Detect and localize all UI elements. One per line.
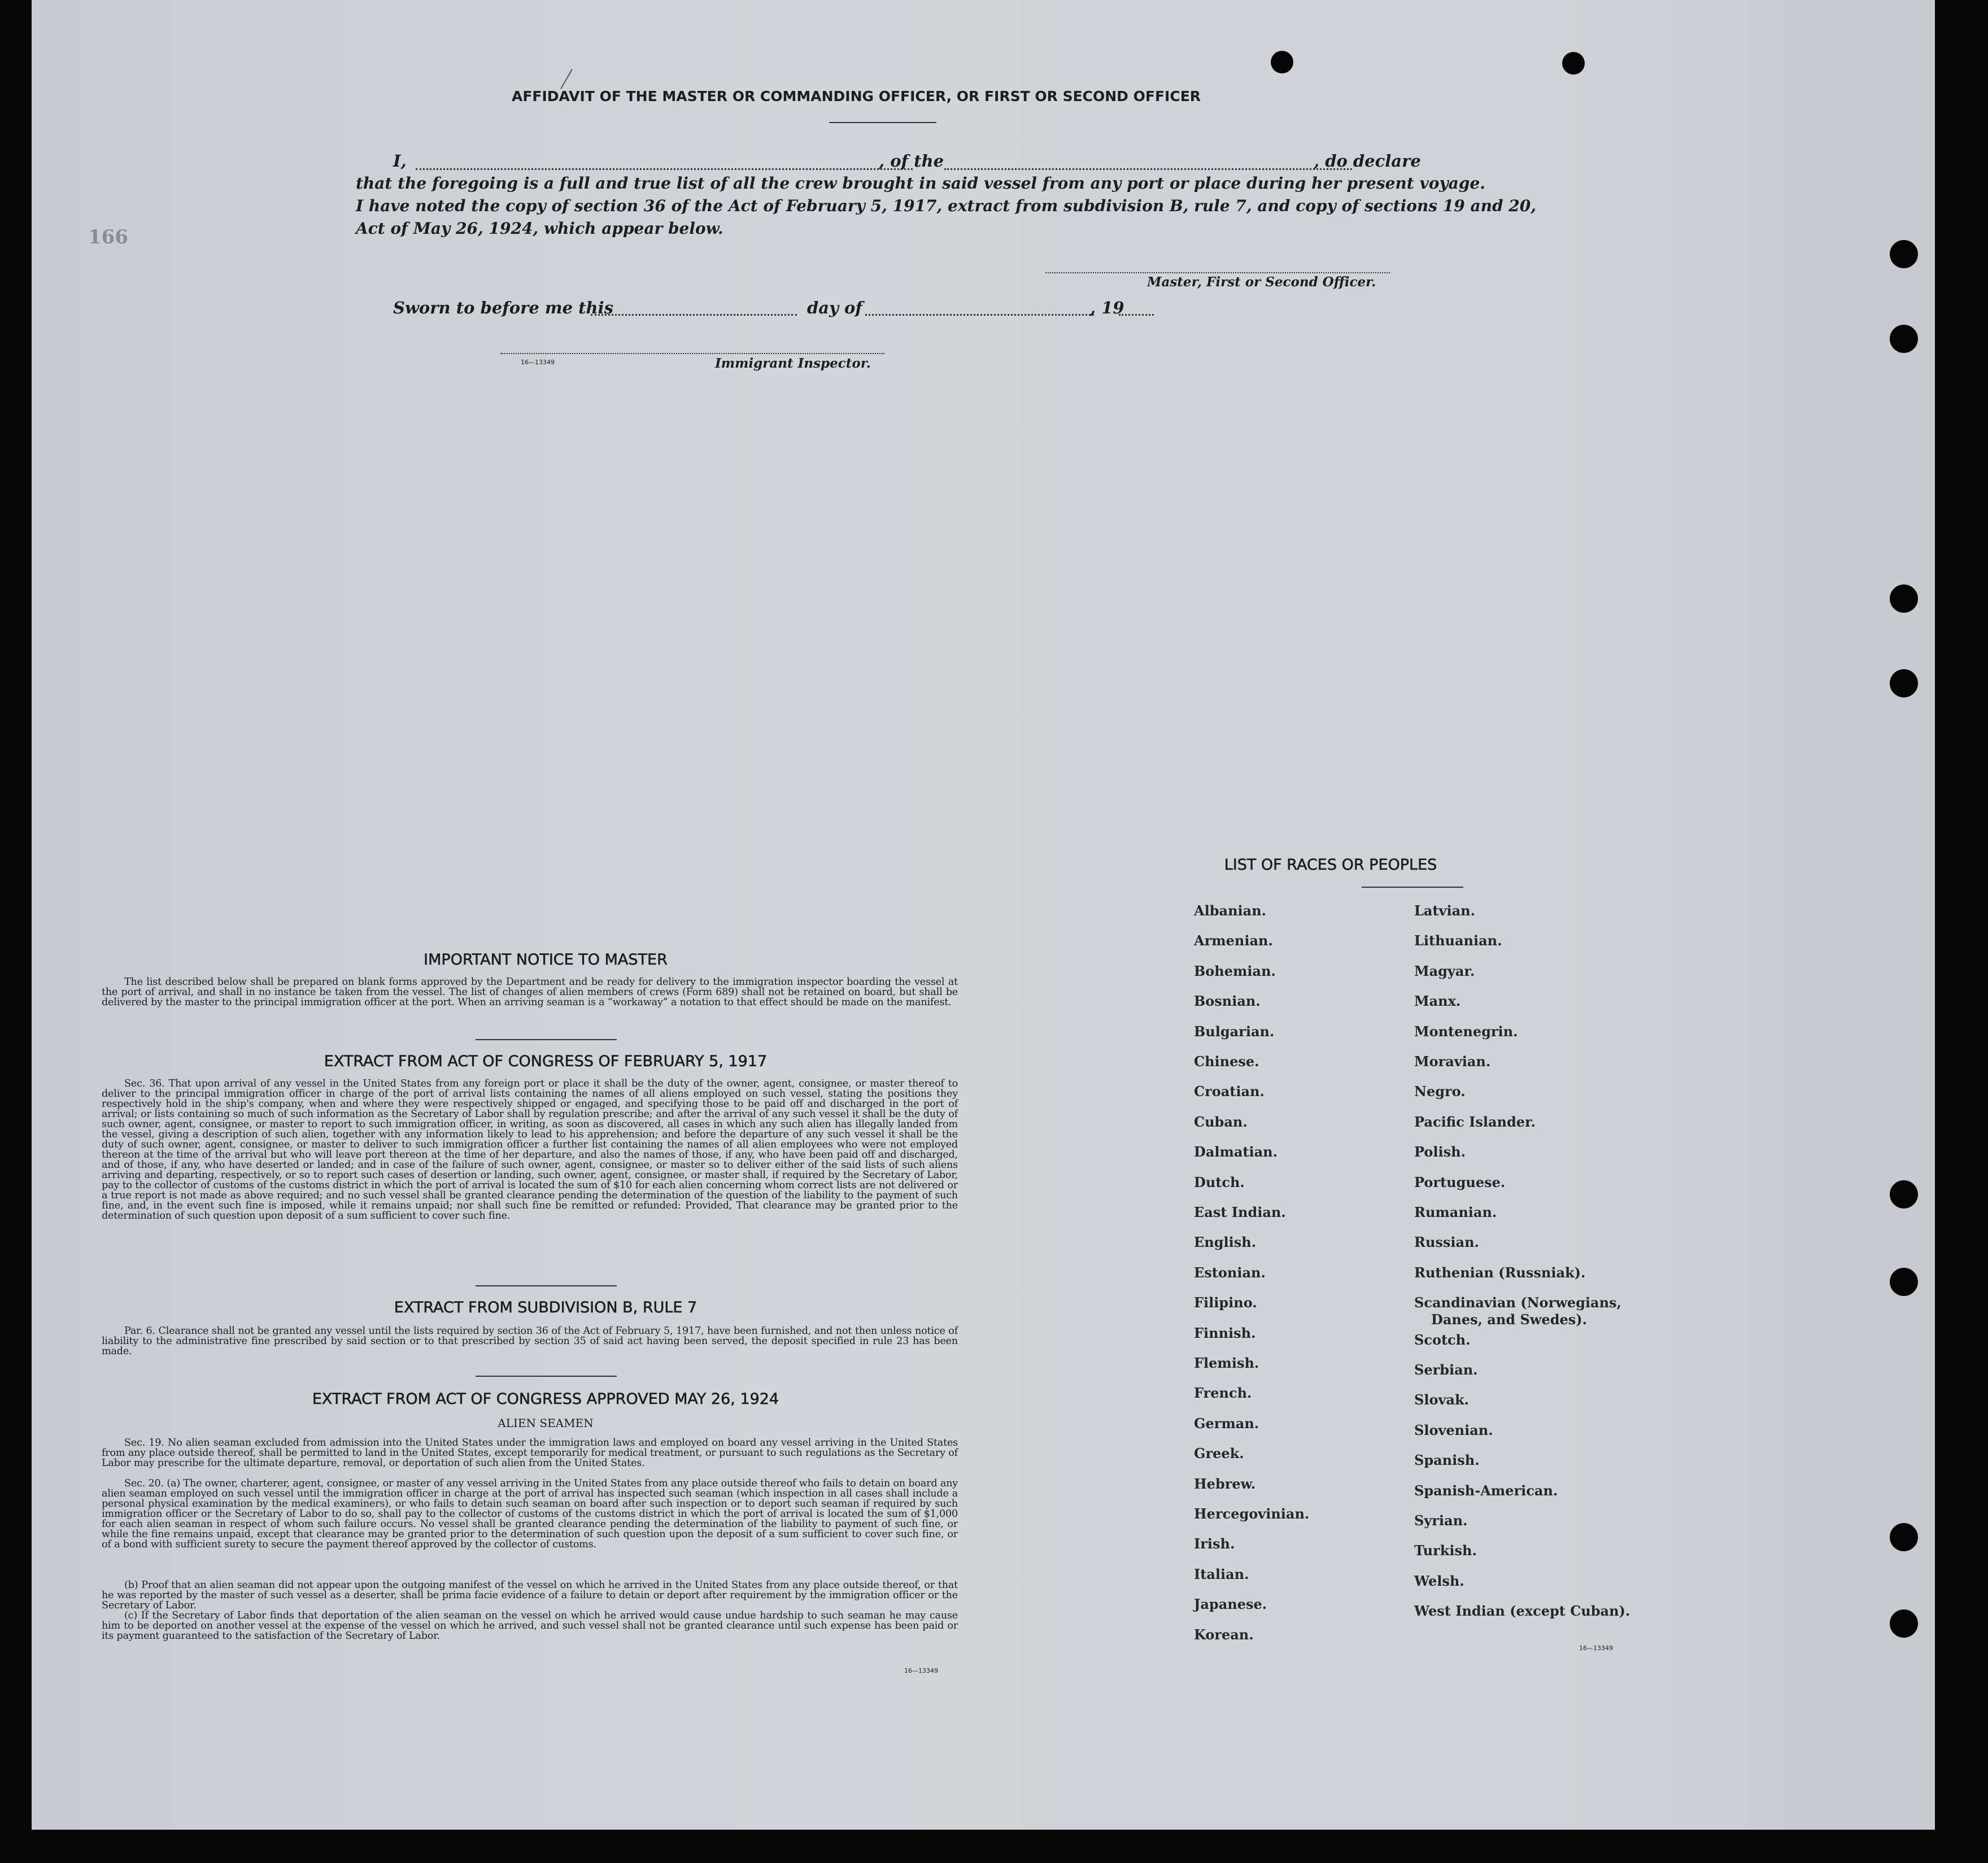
extract-1917-title: EXTRACT FROM ACT OF CONGRESS OF FEBRUARY 5, 1917 [324,1053,768,1070]
races-title: LIST OF RACES OR PEOPLES [1224,856,1437,874]
race-item: West Indian (except Cuban). [1414,1603,1630,1620]
extract-1924-sec20c: (c) If the Secretary of Labor finds that deportation of the alien seaman on the vessel on which he arrived would cause undue hardship to such seaman he may cause him to be deported on another vessel at the expense of the vessel on which he arrived, and such vessel shall not be granted clearance until such expense has been paid or its payment guaranteed to the satisfaction of the Secretary of Labor. [102,1610,958,1642]
race-item: Magyar. [1414,962,1475,979]
race-item: Hercegovinian. [1194,1506,1310,1522]
race-item: English. [1194,1234,1257,1251]
race-item: Italian. [1194,1565,1249,1582]
race-item: Flemish. [1194,1355,1259,1371]
races-form-number: 16—13349 [1579,1644,1613,1652]
master-signature-label: Master, First or Second Officer. [1147,274,1376,290]
stamp-smudge: 166 [88,226,128,248]
extract-1924-sec19: Sec. 19. No alien seaman excluded from admission into the United States under the immigration laws and employed on board any vessel arriving in the United States from any place outside thereof, shall be permitted to land in the United States, except temporarily for medical treatment, or pursuant to such regulations as the Secretary of Labor may prescribe for the ultimate departure, removal, or deportation of such alien from the United States. [102,1437,958,1469]
extract-1924-sec20b: (b) Proof that an alien seaman did not appear upon the outgoing manifest of the vessel on which he arrived in the United States from any place outside thereof, or that he was reported by the master of such vessel as a deserter, shall be prima facie evidence of a failure to detain or deport after requirement by the immigration officer or the Secretary of Labor. [102,1580,958,1611]
extract-rule7-title: EXTRACT FROM SUBDIVISION B, RULE 7 [394,1299,697,1316]
races-rule [1362,887,1463,888]
sworn-text: Sworn to before me this [393,298,613,317]
punch-hole [1890,240,1918,268]
race-item: Montenegrin. [1414,1023,1518,1040]
title-rule [829,122,936,123]
pencil-mark [560,69,573,89]
extract-rule7-text: Par. 6. Clearance shall not be granted any vessel until the lists required by section 36 of the Act of February 5, 1917, have been furnished, and not then unless notice of liability to the administrative fine prescribed by said section or to that prescribed by section 35 of said act having been served, the deposit specified in rule 23 has been made. [102,1325,958,1357]
race-item: Lithuanian. [1414,932,1502,949]
race-item: Croatian. [1194,1083,1265,1100]
sworn-day-blank [591,314,797,316]
punch-hole [1890,325,1918,353]
race-item: Moravian. [1414,1053,1491,1070]
extract-1917-rule [476,1285,617,1286]
race-item: Irish. [1194,1535,1235,1552]
race-item: Scotch. [1414,1331,1471,1348]
affidavit-line-3: I have noted the copy of section 36 of the Act of February 5, 1917, extract from subdivision B, rule 7, and copy of sections 19 and 20, [356,197,1537,215]
notice-title: IMPORTANT NOTICE TO MASTER [424,951,668,968]
race-item: Bosnian. [1194,993,1261,1010]
notice-text: The list described below shall be prepared on blank forms approved by the Department and be ready for delivery to the immigration inspector boarding the vessel at the port of arrival, and shall in no instance be taken from the vessel. The list of changes of alien members of crews (Form 689) shall not be retained on board, but shall be delivered by the master to the principal immigration officer at the port. When an arriving seaman is a “workaway” a notation to that effect should be made on the manifest. [102,976,958,1008]
race-item: Hebrew. [1194,1475,1256,1492]
notice-rule [476,1039,617,1040]
race-item: Portuguese. [1414,1173,1506,1190]
punch-hole [1890,669,1918,697]
race-item: French. [1194,1385,1252,1402]
race-item: Greek. [1194,1445,1244,1462]
race-item: Polish. [1414,1144,1466,1160]
affidavit-of-the: , of the [879,151,944,171]
affidavit-form-number: 16—13349 [521,359,555,366]
race-item: Rumanian. [1414,1204,1497,1220]
race-item: Pacific Islander. [1414,1113,1536,1130]
race-item: Estonian. [1194,1264,1266,1281]
affidavit-line-4: Act of May 26, 1924, which appear below. [356,219,723,238]
race-item: Finnish. [1194,1324,1256,1341]
vessel-blank [944,168,1352,170]
race-item: Syrian. [1414,1512,1468,1529]
race-item: Manx. [1414,993,1461,1010]
sworn-year-blank [1119,314,1154,316]
race-item: Ruthenian (Russniak). [1414,1264,1586,1281]
punch-hole [1562,52,1585,75]
affidavit-do-declare: , do declare [1314,151,1421,171]
race-item: Turkish. [1414,1542,1477,1559]
race-item: Bulgarian. [1194,1023,1275,1040]
punch-hole [1890,1523,1918,1551]
race-item: Serbian. [1414,1362,1478,1378]
race-item: Albanian. [1194,902,1266,919]
race-item: Slovak. [1414,1391,1469,1408]
affidavit-intro-i: I, [393,151,407,171]
inspector-signature-label: Immigrant Inspector. [715,356,871,371]
race-item: Filipino. [1194,1294,1257,1311]
race-item: Spanish. [1414,1452,1480,1469]
race-item: Welsh. [1414,1572,1464,1589]
race-item: Spanish-American. [1414,1482,1558,1499]
race-item: Scandinavian (Norwegians, [1414,1294,1621,1311]
race-item: East Indian. [1194,1204,1286,1220]
extract-1924-title: EXTRACT FROM ACT OF CONGRESS APPROVED MAY 26, 1924 [312,1390,779,1408]
sworn-month-blank [865,314,1094,316]
race-item: Korean. [1194,1626,1254,1643]
punch-hole [1890,1268,1918,1296]
affidavit-title: AFFIDAVIT OF THE MASTER OR COMMANDING OFFICER, OR FIRST OR SECOND OFFICER [511,88,1201,104]
race-item: Dalmatian. [1194,1144,1278,1160]
race-item: Latvian. [1414,902,1475,919]
race-item: German. [1194,1415,1259,1432]
extract-1917-text: Sec. 36. That upon arrival of any vessel in the United States from any foreign port or place it shall be the duty of the owner, agent, consignee, or master thereof to deliver to the principal immigration officer in charge of the port of arrival lists containing the names of all aliens employed on such vessel, stating the positions they respectively hold in the ship's company, when and where they were respectively shipped or engaged, and specifying those to be paid off and discharged in the port of arrival; or lists containing so much of such information as the Secretary of Labor shall by regulation prescribe; and after the arrival of any such vessel it shall be the duty of such owner, agent, consignee, or master to report to such immigration officer, in writing, as soon as discovered, all cases in which any such alien has illegally landed from the vessel, giving a description of such alien, together with any information likely to lead to his apprehension; and before the departure of any such vessel it shall be the duty of such owner, agent, consignee, or master to deliver to such immigration officer a further list containing the names of all alien employees who were not employed thereon at the time of the arrival but who will leave port thereon at the time of her departure, and also the names of those, if any, who have been paid off and discharged, and of those, if any, who have deserted or landed; and in case of the failure of such owner, agent, consignee, or master so to deliver either of the said lists of such aliens arriving and departing, respectively, or so to report such cases of desertion or landing, such owner, agent, consignee, or master shall, if required by the Secretary of Labor, pay to the collector of customs of the customs district in which the port of arrival is located the sum of $10 for each alien concerning whom correct lists are not delivered or a true report is not made as above required; and no such vessel shall be granted clearance pending the determination of the question of the liability to the payment of such fine, and, in the event such fine is imposed, while it remains unpaid; nor shall such fine be remitted or refunded: Provided, That clearance may be granted prior to the determination of such question upon deposit of a sum sufficient to cover such fine. [102,1078,958,1221]
extract-form-number: 16—13349 [904,1667,938,1674]
master-signature-line [1045,272,1390,273]
punch-hole [1890,584,1918,613]
race-item: Russian. [1414,1234,1479,1251]
affidavit-line-2: that the foregoing is a full and true list of all the crew brought in said vessel from any port or place during her present voyage. [356,174,1485,193]
extract-1924-sec20a: Sec. 20. (a) The owner, charterer, agent, consignee, or master of any vessel arriving in the United States from any place outside thereof who fails to detain on board any alien seaman employed on such vessel until the immigration officer in charge at the port of arrival has inspected such seaman (which inspection in all cases shall include a personal physical examination by the medical examiners), or who fails to detain such seaman on board after such inspection or to deport such seaman if required by such immigration officer or the Secretary of Labor to do so, shall pay to the collector of customs of the customs district in which the port of arrival is located the sum of $1,000 for each alien seaman in respect of whom such failure occurs. No vessel shall be granted clearance pending the determination of the liability to payment of such fine, or while the fine remains unpaid, except that clearance may be granted prior to the determination of such question upon the deposit of a sum sufficient to cover such fine, or of a bond with sufficient surety to secure the payment thereof approved by the collector of customs. [102,1478,958,1550]
race-item: Japanese. [1194,1596,1267,1613]
race-item: Dutch. [1194,1173,1245,1190]
race-item: Danes, and Swedes). [1431,1311,1587,1328]
punch-hole [1890,1609,1918,1638]
sworn-day-of: day of [807,298,862,317]
name-blank [416,168,913,170]
race-item: Armenian. [1194,932,1273,949]
race-item: Cuban. [1194,1113,1248,1130]
extract-1924-subtitle: ALIEN SEAMEN [498,1416,594,1430]
punch-hole [1271,51,1293,73]
race-item: Bohemian. [1194,962,1276,979]
extract-rule7-rule [476,1376,617,1377]
document-page [32,0,1935,1830]
race-item: Slovenian. [1414,1421,1493,1438]
race-item: Chinese. [1194,1053,1259,1070]
inspector-signature-line [500,353,884,354]
punch-hole [1890,1180,1918,1208]
sworn-year: , 19 [1090,298,1124,317]
race-item: Negro. [1414,1083,1466,1100]
